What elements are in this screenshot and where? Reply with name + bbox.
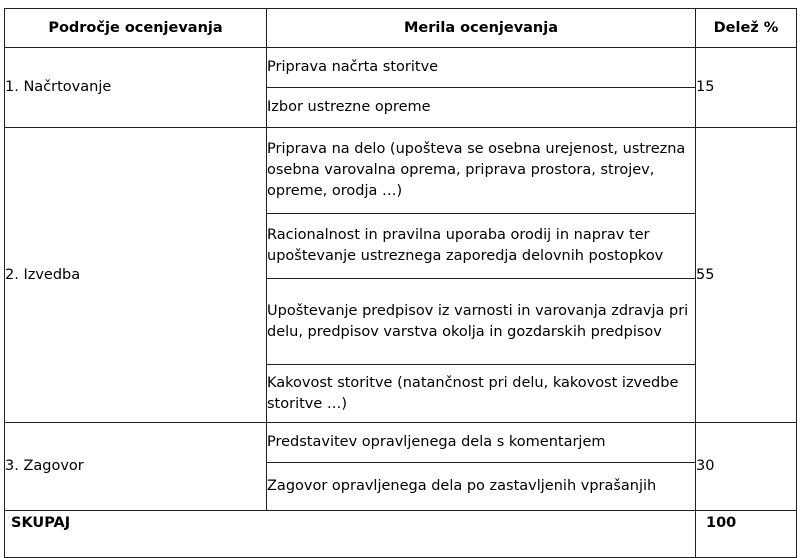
area-cell: 3. Zagovor xyxy=(5,423,267,511)
share-cell: 30 xyxy=(696,423,797,511)
table-row xyxy=(5,48,797,88)
criteria-cell: Predstavitev opravljenega dela s komentarjem xyxy=(267,423,696,463)
share-cell: 55 xyxy=(696,128,797,423)
total-label: SKUPAJ xyxy=(5,511,696,558)
grading-table-container xyxy=(4,8,796,558)
criteria-cell: Priprava na delo (upošteva se osebna urejenost, ustrezna osebna varovalna oprema, priprava prostora, strojev, opreme, orodja …) xyxy=(267,128,696,214)
criteria-cell: Upoštevanje predpisov iz varnosti in varovanja zdravja pri delu, predpisov varstva okolja in gozdarskih predpisov xyxy=(267,279,696,365)
criteria-cell: Kakovost storitve (natančnost pri delu, kakovost izvedbe storitve …) xyxy=(267,365,696,423)
header-share: Delež % xyxy=(696,9,797,48)
header-criteria: Merila ocenjevanja xyxy=(267,9,696,48)
table-row xyxy=(5,128,797,214)
area-cell: 2. Izvedba xyxy=(5,128,267,423)
header-area: Področje ocenjevanja xyxy=(5,9,267,48)
total-share: 100 xyxy=(696,511,797,558)
criteria-cell: Zagovor opravljenega dela po zastavljenih vprašanjih xyxy=(267,463,696,511)
header-row xyxy=(5,9,797,48)
area-cell: 1. Načrtovanje xyxy=(5,48,267,128)
share-cell: 15 xyxy=(696,48,797,128)
criteria-cell: Racionalnost in pravilna uporaba orodij in naprav ter upoštevanje ustreznega zaporedja delovnih postopkov xyxy=(267,214,696,279)
criteria-cell: Priprava načrta storitve xyxy=(267,48,696,88)
grading-table xyxy=(4,8,797,558)
table-row xyxy=(5,423,797,463)
total-row xyxy=(5,511,797,558)
criteria-cell: Izbor ustrezne opreme xyxy=(267,88,696,128)
